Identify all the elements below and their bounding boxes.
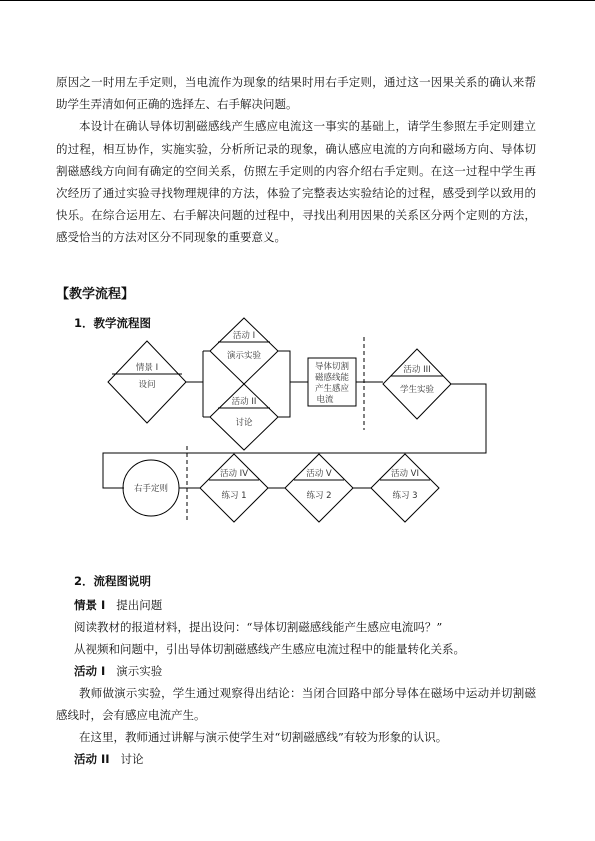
activity5-body: 练习 2 xyxy=(306,491,332,501)
explanation-heading: 2．流程图说明 xyxy=(74,574,152,588)
activity3-diamond xyxy=(383,349,451,419)
activity2-title: 活动 II xyxy=(231,397,257,407)
section-title: 【教学流程】 xyxy=(56,287,135,302)
scenario-title: 情景 I xyxy=(135,363,159,373)
activity2-diamond xyxy=(210,384,278,450)
scenario-body: 设问 xyxy=(138,380,156,390)
activity3-body: 学生实验 xyxy=(399,385,435,395)
scenario-text: 提出问题 xyxy=(116,598,163,612)
activity5-title: 活动 V xyxy=(306,469,332,479)
scenario-label: 情景 I xyxy=(74,598,106,612)
activity4-diamond xyxy=(200,454,268,522)
activity1-entry xyxy=(74,660,162,682)
connector-wrap xyxy=(103,384,486,488)
activity1-paragraph xyxy=(56,682,536,749)
scenario-entry xyxy=(74,594,162,616)
activity2-label: 活动 II xyxy=(74,752,110,766)
activity6-body: 练习 3 xyxy=(392,491,418,501)
scenario-line-1: 阅读教材的报道材料，提出设问：“导体切割磁感线能产生感应电流吗？” xyxy=(74,620,443,634)
activity5-diamond xyxy=(285,454,353,522)
activity1-paragraph-text: 教师做演示实验，学生通过观察得出结论：当闭合回路中部分导体在磁场中运动并切割磁感线时，会有感应电流产生。 xyxy=(56,686,536,723)
conclusion-line-2: 磁感线能 xyxy=(314,373,350,383)
activity4-title: 活动 IV xyxy=(219,469,249,479)
conclusion-line-4: 电流 xyxy=(316,395,334,405)
connector-merge xyxy=(278,351,290,417)
activity2-text: 讨论 xyxy=(120,752,144,766)
activity1-text: 演示实验 xyxy=(116,664,163,678)
activity2-body: 讨论 xyxy=(235,418,253,428)
activity1-body: 演示实验 xyxy=(226,351,262,361)
intro-paragraph-1: 原因之一时用左手定则，当电流作为现象的结果时用右手定则，通过这一因果关系的确认来帮助学生弄清如何正确的选择左、右手解决问题。 xyxy=(56,75,536,112)
conclusion-line-3: 产生感应 xyxy=(314,384,350,394)
activity6-title: 活动 VI xyxy=(390,469,420,479)
activity4-body: 练习 1 xyxy=(221,491,247,501)
intro-paragraph-2: 本设计在确认导体切割磁感线产生感应电流这一事实的基础上，请学生参照左手定则建立的过程，相互协作，实施实验，分析所记录的现象，确认感应电流的方向和磁场方向、导体切割磁感线方向间有确定的空间关系，仿照左手定则的内容介绍右手定则。在这一过程中学生再次经历了通过实验寻找物理规律的方法，体验了完整表达实验结论的过程，感受到学以致用的快乐。在综合运用左、右手解决问题的过程中，寻找出利用因果的关系区分两个定则的方法，感受恰当的方法对区分不同现象的重要意义。 xyxy=(56,119,536,245)
conclusion-line-1: 导体切割 xyxy=(314,362,350,372)
scenario-line-2: 从视频和问题中，引出导体切割磁感线产生感应电流过程中的能量转化关系。 xyxy=(74,642,465,656)
activity1-title: 活动 I xyxy=(232,331,256,341)
activity1-label: 活动 I xyxy=(74,664,106,678)
activity3-title: 活动 III xyxy=(403,365,431,375)
right-hand-rule-label: 右手定则 xyxy=(133,484,169,494)
activity1-paragraph-text-2: 在这里，教师通过讲解与演示使学生对“切割磁感线”有较为形象的认识。 xyxy=(79,730,448,745)
flowchart-heading: 1．教学流程图 xyxy=(74,316,152,330)
activity2-entry xyxy=(74,748,144,770)
activity6-diamond xyxy=(371,454,439,522)
